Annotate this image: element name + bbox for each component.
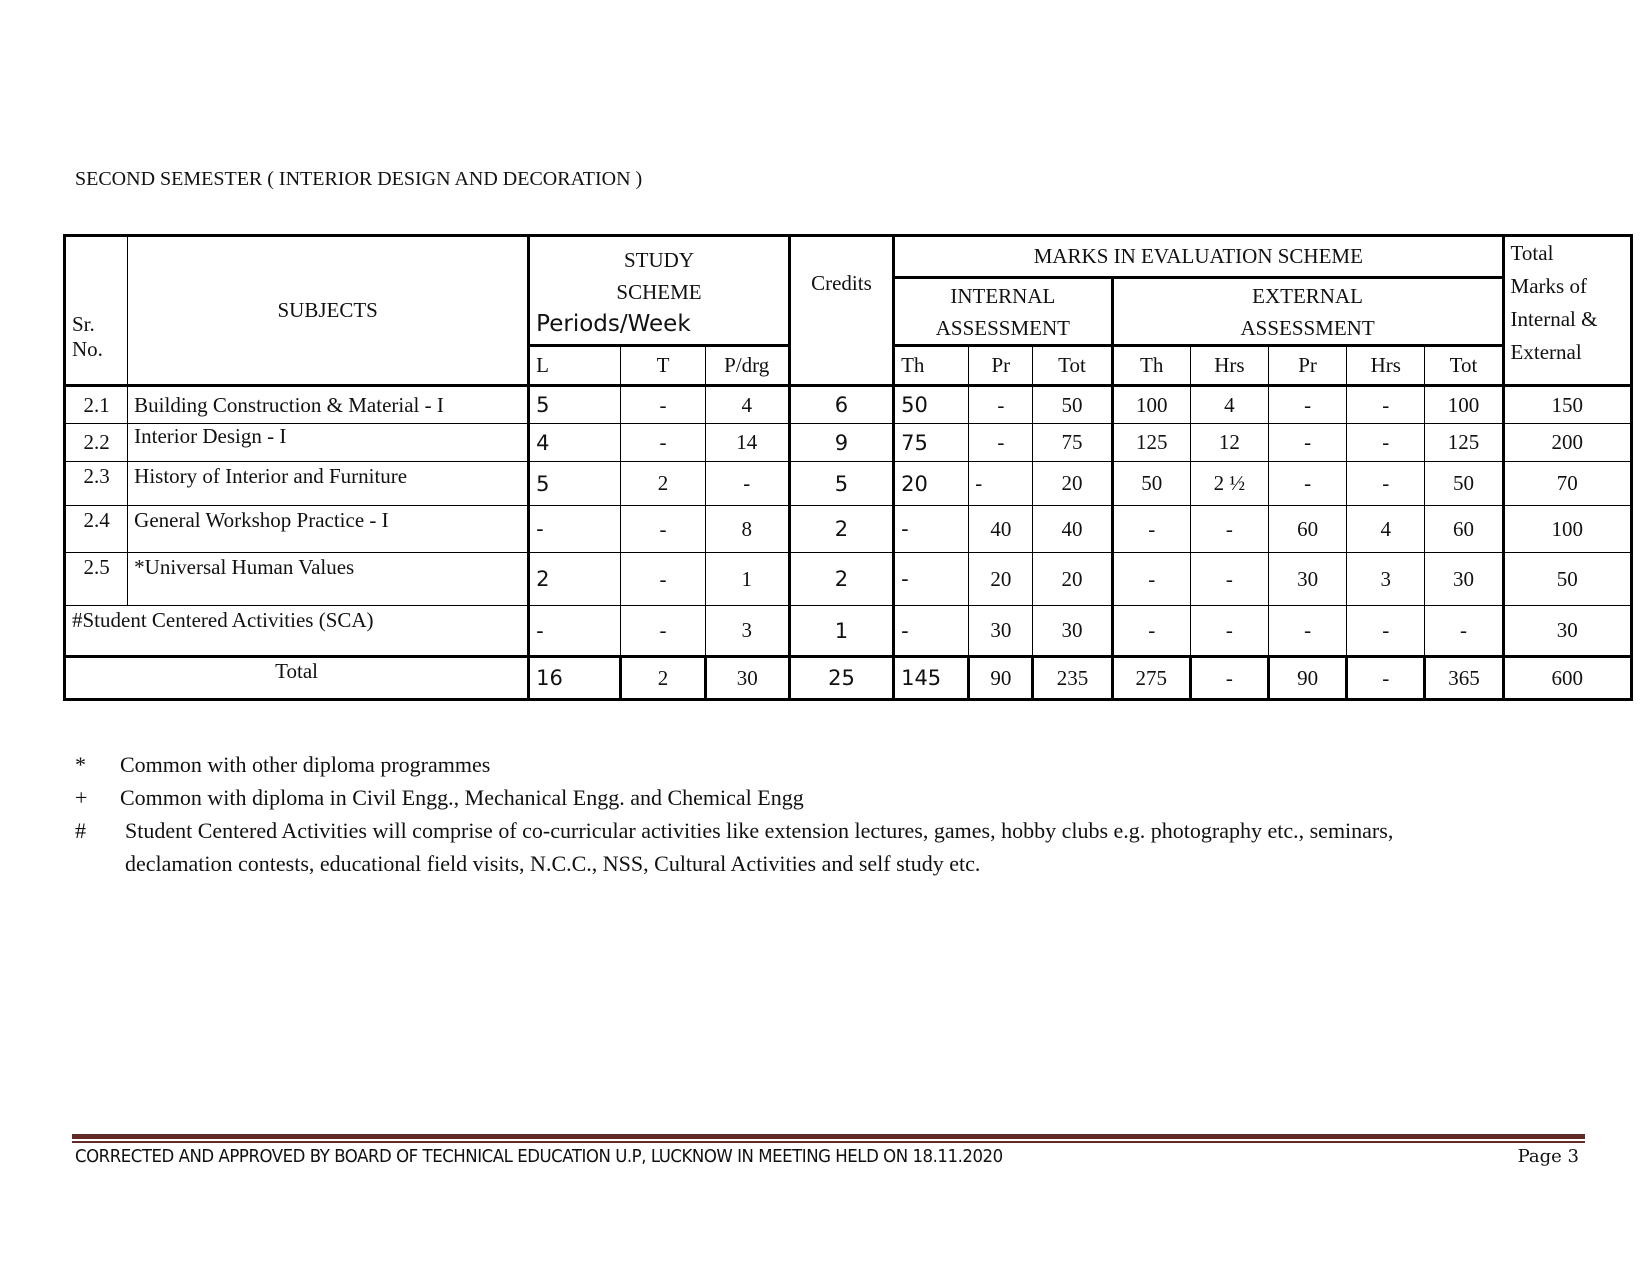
cell-ext-pr-hrs: - xyxy=(1347,606,1425,657)
cell-subject: Interior Design - I xyxy=(128,424,529,462)
cell-int-pr: 90 xyxy=(969,657,1033,700)
cell-credits: 25 xyxy=(789,657,893,700)
footer-approval-text: CORRECTED AND APPROVED BY BOARD OF TECHNICAL EDUCATION U.P, LUCKNOW IN MEETING HELD ON 18.11.2020 xyxy=(75,1146,1003,1167)
cell-sr: 2.5 xyxy=(65,553,128,606)
cell-T: - xyxy=(621,506,705,553)
cell-int-pr: 30 xyxy=(969,606,1033,657)
cell-int-tot: 20 xyxy=(1033,462,1112,506)
cell-total: 30 xyxy=(1503,606,1631,657)
cell-P: 8 xyxy=(705,506,789,553)
cell-credits: 5 xyxy=(789,462,893,506)
cell-credits: 9 xyxy=(789,424,893,462)
cell-L: 4 xyxy=(529,424,621,462)
cell-ext-pr: - xyxy=(1268,386,1346,424)
cell-ext-th-hrs: 4 xyxy=(1190,386,1268,424)
footer-divider-thick xyxy=(72,1134,1585,1139)
cell-ext-tot: 365 xyxy=(1425,657,1503,700)
header-col-ext-th-hrs: Hrs xyxy=(1190,346,1268,386)
table-row xyxy=(65,553,1632,606)
header-subjects: SUBJECTS xyxy=(128,236,529,386)
cell-ext-tot: 50 xyxy=(1425,462,1503,506)
cell-ext-tot: 30 xyxy=(1425,553,1503,606)
cell-ext-pr: 90 xyxy=(1268,657,1346,700)
cell-sr: 2.4 xyxy=(65,506,128,553)
cell-ext-th-hrs: - xyxy=(1190,506,1268,553)
cell-total-label: Total xyxy=(65,657,529,700)
header-periods-week: Periods/Week xyxy=(536,310,691,337)
header-col-T: T xyxy=(621,346,705,386)
cell-ext-th: 50 xyxy=(1112,462,1190,506)
cell-ext-th: 100 xyxy=(1112,386,1190,424)
cell-int-pr: 40 xyxy=(969,506,1033,553)
cell-T: - xyxy=(621,606,705,657)
header-col-P-drg: P/drg xyxy=(705,346,789,386)
header-external-line1: EXTERNAL xyxy=(1252,283,1363,308)
table-row-total xyxy=(65,657,1632,700)
cell-int-tot: 30 xyxy=(1033,606,1112,657)
cell-ext-th-hrs: 2 ½ xyxy=(1190,462,1268,506)
cell-ext-pr-hrs: 4 xyxy=(1347,506,1425,553)
header-no: No. xyxy=(72,337,103,361)
cell-int-tot: 40 xyxy=(1033,506,1112,553)
footnote-item xyxy=(75,814,1520,880)
cell-ext-pr-hrs: - xyxy=(1347,386,1425,424)
cell-credits: 1 xyxy=(789,606,893,657)
cell-ext-th-hrs: - xyxy=(1190,606,1268,657)
cell-credits: 2 xyxy=(789,506,893,553)
header-sr: Sr. xyxy=(72,312,95,336)
cell-sr: 2.3 xyxy=(65,462,128,506)
header-credits: Credits xyxy=(789,236,893,386)
header-total-marks-line2: Marks of xyxy=(1510,274,1587,298)
cell-P: 1 xyxy=(705,553,789,606)
header-col-ext-pr-hrs: Hrs xyxy=(1347,346,1425,386)
cell-P: 3 xyxy=(705,606,789,657)
cell-T: 2 xyxy=(621,657,705,700)
cell-total: 70 xyxy=(1503,462,1631,506)
cell-P: 30 xyxy=(705,657,789,700)
cell-total: 600 xyxy=(1503,657,1631,700)
header-col-ext-pr: Pr xyxy=(1268,346,1346,386)
table-row xyxy=(65,386,1632,424)
cell-subject: History of Interior and Furniture xyxy=(128,462,529,506)
cell-ext-tot: - xyxy=(1425,606,1503,657)
cell-int-th: - xyxy=(894,606,969,657)
header-col-int-tot: Tot xyxy=(1033,346,1112,386)
header-col-int-pr: Pr xyxy=(969,346,1033,386)
header-col-L: L xyxy=(529,346,621,386)
cell-total: 200 xyxy=(1503,424,1631,462)
cell-ext-th: - xyxy=(1112,606,1190,657)
cell-total: 150 xyxy=(1503,386,1631,424)
cell-sr: 2.1 xyxy=(65,386,128,424)
cell-ext-th-hrs: - xyxy=(1190,553,1268,606)
cell-sr: 2.2 xyxy=(65,424,128,462)
cell-ext-th-hrs: - xyxy=(1190,657,1268,700)
cell-T: 2 xyxy=(621,462,705,506)
cell-subject: *Universal Human Values xyxy=(128,553,529,606)
cell-ext-pr: 60 xyxy=(1268,506,1346,553)
cell-P: - xyxy=(705,462,789,506)
cell-ext-th: - xyxy=(1112,506,1190,553)
header-internal-line2: ASSESSMENT xyxy=(935,315,1070,340)
cell-ext-pr: - xyxy=(1268,462,1346,506)
footnote-item xyxy=(75,781,1520,814)
header-col-int-th: Th xyxy=(894,346,969,386)
header-external-line2: ASSESSMENT xyxy=(1240,315,1375,340)
header-study-scheme-line1: STUDY xyxy=(623,247,694,272)
cell-ext-th: 275 xyxy=(1112,657,1190,700)
cell-int-th: - xyxy=(894,553,969,606)
cell-int-th: 75 xyxy=(894,424,969,462)
cell-L: 5 xyxy=(529,462,621,506)
cell-L: - xyxy=(529,506,621,553)
footnote-text: Common with diploma in Civil Engg., Mechanical Engg. and Chemical Engg xyxy=(120,785,804,810)
cell-int-pr: 20 xyxy=(969,553,1033,606)
cell-ext-pr-hrs: - xyxy=(1347,424,1425,462)
footer-divider-thin xyxy=(72,1141,1585,1143)
cell-int-tot: 235 xyxy=(1033,657,1112,700)
cell-int-th: 50 xyxy=(894,386,969,424)
cell-P: 14 xyxy=(705,424,789,462)
cell-L: 16 xyxy=(529,657,621,700)
footnote-symbol: + xyxy=(75,785,88,810)
cell-T: - xyxy=(621,386,705,424)
header-external-assessment xyxy=(1112,278,1503,346)
cell-int-tot: 50 xyxy=(1033,386,1112,424)
page-number: Page 3 xyxy=(1517,1146,1579,1167)
cell-ext-tot: 125 xyxy=(1425,424,1503,462)
cell-ext-th: - xyxy=(1112,553,1190,606)
table-row xyxy=(65,506,1632,553)
page-title: SECOND SEMESTER ( INTERIOR DESIGN AND DECORATION ) xyxy=(75,168,643,190)
header-total-marks-line3: Internal & xyxy=(1510,307,1598,331)
table-row xyxy=(65,462,1632,506)
cell-subject: Building Construction & Material - I xyxy=(128,386,529,424)
cell-ext-th: 125 xyxy=(1112,424,1190,462)
cell-int-th: 20 xyxy=(894,462,969,506)
cell-L: - xyxy=(529,606,621,657)
cell-ext-pr: 30 xyxy=(1268,553,1346,606)
cell-ext-tot: 60 xyxy=(1425,506,1503,553)
header-total-marks-line4: External xyxy=(1510,340,1582,364)
cell-sca-subject: #Student Centered Activities (SCA) xyxy=(65,606,529,657)
header-internal-line1: INTERNAL xyxy=(950,283,1056,308)
table-row-sca xyxy=(65,606,1632,657)
header-total-marks xyxy=(1503,236,1631,386)
cell-total: 100 xyxy=(1503,506,1631,553)
cell-T: - xyxy=(621,424,705,462)
header-study-scheme xyxy=(529,236,790,346)
header-study-scheme-line2: SCHEME xyxy=(616,279,702,304)
header-col-ext-th: Th xyxy=(1112,346,1190,386)
cell-L: 5 xyxy=(529,386,621,424)
footnote-text: Common with other diploma programmes xyxy=(120,752,491,777)
footnotes xyxy=(75,748,1520,880)
footnote-symbol: # xyxy=(75,818,86,843)
cell-ext-pr: - xyxy=(1268,424,1346,462)
cell-T: - xyxy=(621,553,705,606)
header-row-1 xyxy=(65,236,1632,278)
cell-ext-pr-hrs: - xyxy=(1347,657,1425,700)
header-total-marks-line1: Total xyxy=(1510,241,1554,265)
cell-int-tot: 20 xyxy=(1033,553,1112,606)
cell-int-pr: - xyxy=(969,424,1033,462)
header-internal-assessment xyxy=(894,278,1113,346)
cell-L: 2 xyxy=(529,553,621,606)
header-sr-no xyxy=(65,236,128,386)
cell-ext-th-hrs: 12 xyxy=(1190,424,1268,462)
cell-int-th: 145 xyxy=(894,657,969,700)
cell-ext-tot: 100 xyxy=(1425,386,1503,424)
cell-credits: 2 xyxy=(789,553,893,606)
cell-P: 4 xyxy=(705,386,789,424)
footnote-item xyxy=(75,748,1520,781)
cell-int-pr: - xyxy=(969,462,1033,506)
cell-int-tot: 75 xyxy=(1033,424,1112,462)
cell-credits: 6 xyxy=(789,386,893,424)
table-row xyxy=(65,424,1632,462)
header-col-ext-tot: Tot xyxy=(1425,346,1503,386)
cell-total: 50 xyxy=(1503,553,1631,606)
cell-int-pr: - xyxy=(969,386,1033,424)
cell-ext-pr-hrs: 3 xyxy=(1347,553,1425,606)
footnote-symbol: * xyxy=(75,752,86,777)
footnote-text: Student Centered Activities will comprise of co-curricular activities like extension lectures, games, hobby clubs e.g. photography etc., seminars, declamation contests, educational field visits, N.C.C., NSS, Cultural Activities and self study etc. xyxy=(125,818,1394,876)
cell-subject: General Workshop Practice - I xyxy=(128,506,529,553)
cell-ext-pr-hrs: - xyxy=(1347,462,1425,506)
header-marks-evaluation: MARKS IN EVALUATION SCHEME xyxy=(894,236,1503,278)
evaluation-scheme-table xyxy=(63,234,1633,701)
cell-int-th: - xyxy=(894,506,969,553)
cell-ext-pr: - xyxy=(1268,606,1346,657)
